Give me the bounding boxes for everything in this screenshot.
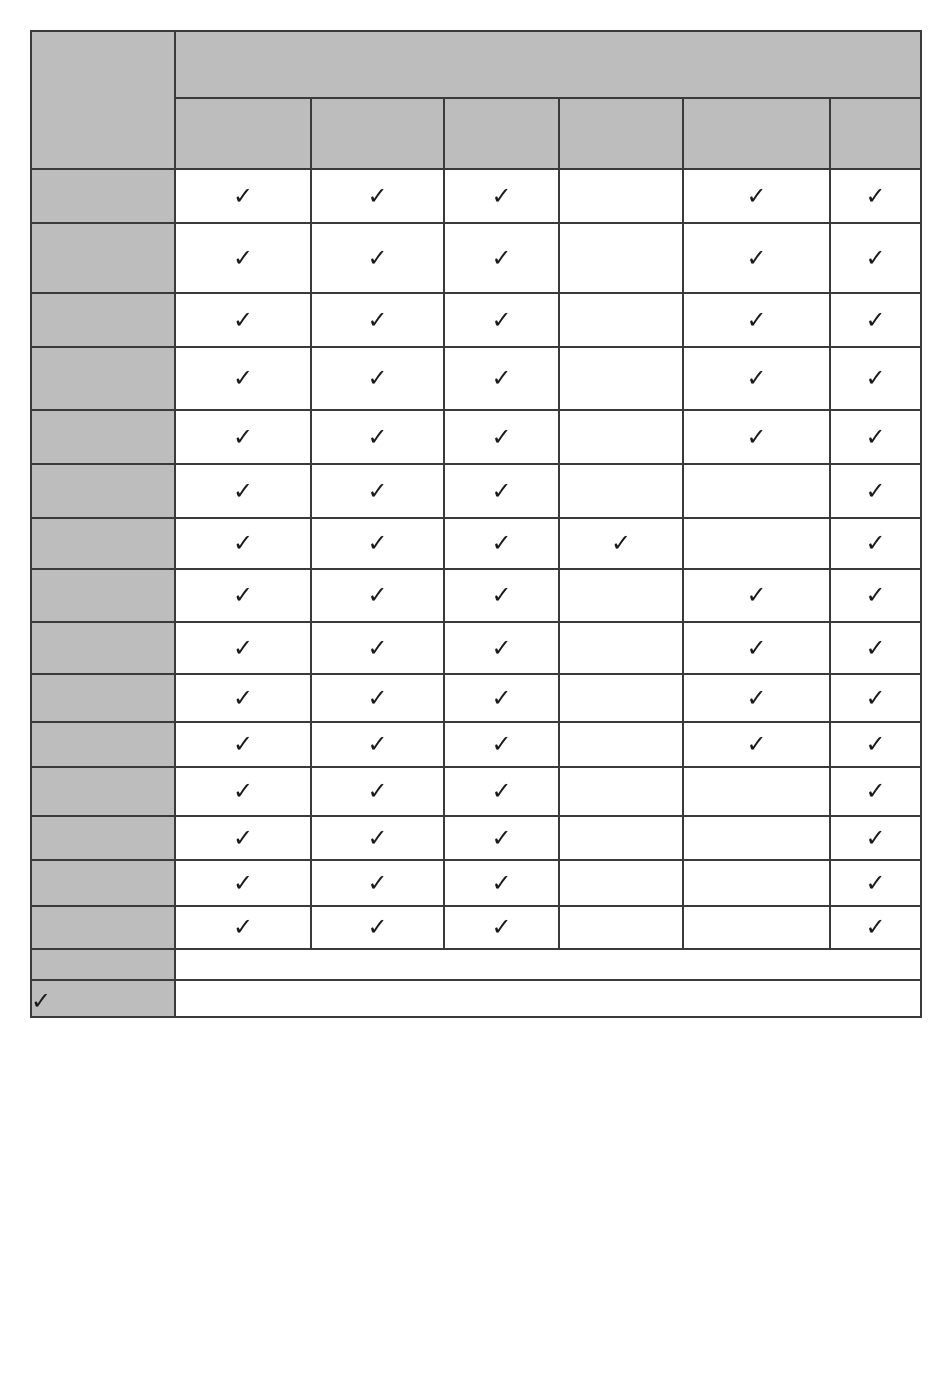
check-icon: ✓ — [367, 633, 388, 662]
table-cell — [830, 860, 921, 906]
check-icon: ✓ — [865, 777, 886, 805]
table-cell — [559, 223, 683, 293]
table-row — [31, 169, 921, 223]
table-cell — [175, 169, 311, 223]
table-cell — [683, 569, 830, 622]
check-icon: ✓ — [232, 633, 254, 662]
row-header-cell — [31, 347, 175, 410]
table-row — [31, 293, 921, 347]
table-cell — [175, 906, 311, 949]
table-cell — [444, 860, 559, 906]
table-cell — [683, 622, 830, 674]
table-cell — [830, 169, 921, 223]
column-header-cell — [175, 98, 311, 169]
table-cell — [830, 347, 921, 410]
table-cell — [311, 410, 444, 464]
column-header-cell — [559, 98, 683, 169]
table-cell — [830, 622, 921, 674]
check-icon: ✓ — [865, 529, 886, 557]
compatibility-table — [30, 30, 922, 1018]
table-cell — [559, 767, 683, 816]
table-cell — [311, 169, 444, 223]
check-icon: ✓ — [232, 529, 254, 557]
check-icon: ✓ — [367, 777, 388, 805]
check-icon: ✓ — [865, 868, 886, 897]
row-header-cell — [31, 223, 175, 293]
check-icon: ✓ — [746, 305, 767, 334]
table-cell — [175, 293, 311, 347]
table-cell — [559, 906, 683, 949]
table-cell — [559, 169, 683, 223]
check-icon: ✓ — [746, 581, 767, 609]
check-icon: ✓ — [367, 243, 388, 272]
check-icon: ✓ — [232, 476, 254, 505]
table-row — [31, 767, 921, 816]
table-cell — [559, 293, 683, 347]
table-cell — [444, 293, 559, 347]
legend-note-cell — [175, 980, 921, 1017]
table-cell — [683, 293, 830, 347]
table-cell — [444, 347, 559, 410]
table-cell — [175, 518, 311, 569]
check-icon: ✓ — [865, 476, 886, 505]
table-cell — [311, 293, 444, 347]
check-icon: ✓ — [491, 581, 512, 609]
table-cell — [830, 816, 921, 860]
check-icon: ✓ — [865, 305, 886, 334]
table-cell — [683, 674, 830, 722]
table-cell — [311, 622, 444, 674]
table-cell — [311, 569, 444, 622]
table-cell — [683, 347, 830, 410]
check-icon: ✓ — [491, 777, 512, 805]
check-icon: ✓ — [746, 683, 767, 712]
table-cell — [175, 722, 311, 767]
table-cell — [683, 722, 830, 767]
table-cell — [444, 816, 559, 860]
table-cell — [830, 674, 921, 722]
table-row — [31, 223, 921, 293]
check-icon: ✓ — [367, 529, 388, 557]
table-cell — [559, 569, 683, 622]
table-row — [31, 816, 921, 860]
table-row — [31, 347, 921, 410]
table-cell — [683, 223, 830, 293]
table-cell — [830, 293, 921, 347]
table-cell — [559, 464, 683, 518]
footer-label-cell — [31, 949, 175, 980]
table-row — [31, 722, 921, 767]
table-cell — [444, 223, 559, 293]
table-cell — [683, 767, 830, 816]
table-cell — [444, 906, 559, 949]
table-cell — [311, 722, 444, 767]
check-icon: ✓ — [865, 730, 886, 758]
check-icon: ✓ — [367, 683, 388, 712]
table-cell — [311, 860, 444, 906]
check-icon: ✓ — [746, 730, 767, 758]
check-icon: ✓ — [491, 683, 512, 712]
table-cell — [559, 622, 683, 674]
table-cell — [683, 860, 830, 906]
table-row — [31, 622, 921, 674]
check-icon: ✓ — [232, 581, 254, 609]
table-cell — [830, 767, 921, 816]
table-cell — [444, 518, 559, 569]
table-cell — [683, 410, 830, 464]
table-cell — [175, 860, 311, 906]
check-icon: ✓ — [491, 529, 512, 557]
row-header-cell — [31, 410, 175, 464]
check-icon: ✓ — [232, 422, 254, 451]
table-cell — [683, 518, 830, 569]
check-icon: ✓ — [367, 581, 388, 609]
table-cell — [444, 169, 559, 223]
table-cell — [559, 722, 683, 767]
column-header-cell — [830, 98, 921, 169]
row-header-cell — [31, 722, 175, 767]
check-icon: ✓ — [232, 683, 254, 712]
check-icon: ✓ — [491, 913, 512, 941]
legend-label-cell — [31, 980, 175, 1017]
table-cell — [683, 906, 830, 949]
table-cell — [311, 816, 444, 860]
check-icon: ✓ — [746, 633, 767, 662]
table-cell — [830, 410, 921, 464]
check-icon: ✓ — [865, 581, 886, 609]
table-cell — [175, 674, 311, 722]
table-row — [31, 569, 921, 622]
footer-note-cell — [175, 949, 921, 980]
check-icon: ✓ — [232, 364, 254, 392]
row-header-cell — [31, 464, 175, 518]
check-icon: ✓ — [865, 243, 886, 272]
check-icon: ✓ — [865, 181, 886, 210]
row-header-cell — [31, 860, 175, 906]
table-cell — [444, 410, 559, 464]
row-header-cell — [31, 674, 175, 722]
check-icon: ✓ — [232, 777, 254, 805]
row-header-cell — [31, 816, 175, 860]
row-header-cell — [31, 767, 175, 816]
column-header-cell — [444, 98, 559, 169]
check-icon: ✓ — [232, 181, 254, 210]
check-icon: ✓ — [232, 823, 254, 852]
table-cell — [175, 347, 311, 410]
table-cell — [175, 223, 311, 293]
table-row — [31, 518, 921, 569]
table-cell — [311, 223, 444, 293]
check-icon: ✓ — [491, 476, 512, 505]
table-cell — [311, 674, 444, 722]
table-cell — [311, 906, 444, 949]
table-cell — [683, 816, 830, 860]
check-icon: ✓ — [865, 823, 886, 852]
check-icon: ✓ — [30, 986, 52, 1015]
check-icon: ✓ — [746, 243, 767, 272]
check-icon: ✓ — [491, 305, 512, 334]
table-cell — [830, 569, 921, 622]
group-header-cell — [175, 31, 921, 98]
table-cell — [175, 464, 311, 518]
corner-header-cell — [31, 31, 175, 169]
check-icon: ✓ — [367, 476, 388, 505]
check-icon: ✓ — [232, 913, 254, 941]
table-row — [31, 860, 921, 906]
table-cell — [311, 767, 444, 816]
table-cell — [311, 464, 444, 518]
table-row — [31, 674, 921, 722]
row-header-cell — [31, 293, 175, 347]
row-header-cell — [31, 622, 175, 674]
check-icon: ✓ — [491, 422, 512, 451]
check-icon: ✓ — [746, 422, 767, 451]
check-icon: ✓ — [865, 364, 886, 392]
check-icon: ✓ — [491, 730, 512, 758]
check-icon: ✓ — [367, 305, 388, 334]
row-header-cell — [31, 169, 175, 223]
table-cell — [311, 518, 444, 569]
table-row — [31, 410, 921, 464]
table-cell — [175, 816, 311, 860]
table-row — [31, 464, 921, 518]
table-cell — [444, 722, 559, 767]
table-cell — [559, 347, 683, 410]
table-cell — [830, 223, 921, 293]
table-cell — [683, 169, 830, 223]
legend-row — [31, 980, 921, 1017]
check-icon: ✓ — [367, 422, 388, 451]
check-icon: ✓ — [746, 181, 767, 210]
check-icon: ✓ — [491, 243, 512, 272]
table-row — [31, 949, 921, 980]
table-cell — [559, 410, 683, 464]
table-cell — [683, 464, 830, 518]
check-icon: ✓ — [491, 364, 512, 392]
row-header-cell — [31, 518, 175, 569]
check-icon: ✓ — [865, 913, 886, 941]
check-icon: ✓ — [491, 633, 512, 662]
table-cell — [559, 518, 683, 569]
check-icon: ✓ — [367, 730, 388, 758]
check-icon: ✓ — [232, 868, 254, 897]
check-icon: ✓ — [865, 683, 886, 712]
table-cell — [559, 674, 683, 722]
table-cell — [559, 816, 683, 860]
table-cell — [444, 767, 559, 816]
table-cell — [311, 347, 444, 410]
check-icon: ✓ — [491, 181, 512, 210]
table-cell — [444, 464, 559, 518]
table-cell — [175, 767, 311, 816]
table-cell — [830, 464, 921, 518]
check-icon: ✓ — [491, 823, 512, 852]
table-row — [31, 906, 921, 949]
table-cell — [830, 722, 921, 767]
table-cell — [175, 622, 311, 674]
check-icon: ✓ — [491, 868, 512, 897]
check-icon: ✓ — [865, 633, 886, 662]
check-icon: ✓ — [367, 913, 388, 941]
check-icon: ✓ — [232, 730, 254, 758]
table-cell — [444, 674, 559, 722]
check-icon: ✓ — [746, 364, 767, 392]
column-header-cell — [311, 98, 444, 169]
check-icon: ✓ — [232, 243, 254, 272]
row-header-cell — [31, 569, 175, 622]
table-cell — [444, 622, 559, 674]
check-icon: ✓ — [865, 422, 886, 451]
table-cell — [175, 569, 311, 622]
table-cell — [830, 518, 921, 569]
check-icon: ✓ — [367, 823, 388, 852]
table-cell — [830, 906, 921, 949]
table-cell — [444, 569, 559, 622]
table-cell — [175, 410, 311, 464]
check-icon: ✓ — [232, 305, 254, 334]
check-icon: ✓ — [367, 181, 388, 210]
table-cell — [559, 860, 683, 906]
check-icon: ✓ — [610, 529, 632, 557]
check-icon: ✓ — [367, 868, 388, 897]
check-icon: ✓ — [367, 364, 388, 392]
row-header-cell — [31, 906, 175, 949]
column-header-cell — [683, 98, 830, 169]
